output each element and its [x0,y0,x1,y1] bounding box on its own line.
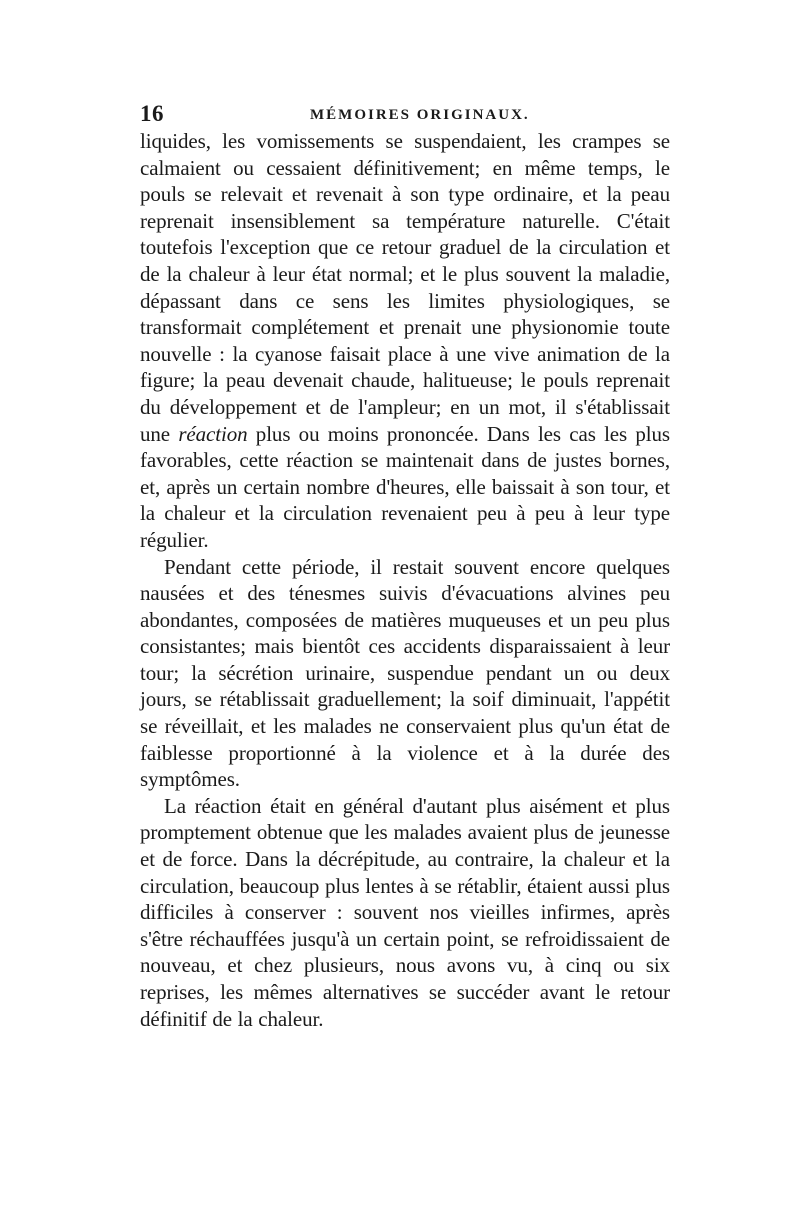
running-title: MÉMOIRES ORIGINAUX. [310,107,530,123]
page-number: 16 [140,101,164,126]
paragraph-convalescence: Pendant cette période, il restait souvent encore quelques nausées et des ténesmes suivis d'évacuations alvines peu abondantes, composées de matières muqueuses et un peu plus consistantes; mais bientôt ces accidents disparaissaient à leur tour; la sécrétion urinaire, suspendue pendant un ou deux jours, se rétablissait graduellement; la soif diminuait, l'appétit se réveillait, et les malades ne conservaient plus qu'un état de faiblesse proportionné à la violence et à la durée des symptômes. [140,554,670,792]
running-head [140,101,670,127]
emphasized-word: réaction [178,421,248,446]
paragraph-reaction [140,128,670,554]
paragraph-text: liquides, les vomissements se suspendaient, les crampes se calmaient ou cessaient définitivement; en même temps, le pouls se relevait et revenait à son type ordinaire, et la peau reprenait insensiblement sa température naturelle. C'était toutefois l'exception que ce retour graduel de la circulation et de la chaleur à leur état normal; et le plus souvent la maladie, dépassant dans ce sens les limites physiologiques, se transformait complétement et prenait une physionomie toute nouvelle : la cyanose faisait place à une vive animation de la figure; la peau devenait chaude, halitueuse; le pouls reprenait du développement et de l'ampleur; en un mot, il s'établissait une [140,129,670,446]
paragraph-age-factor: La réaction était en général d'autant plus aisément et plus promptement obtenue que les malades avaient plus de jeunesse et de force. Dans la décrépitude, au contraire, la chaleur et la circulation, beaucoup plus lentes à se rétablir, étaient aussi plus difficiles à conserver : souvent nos vieilles infirmes, après s'être réchauffées jusqu'à un certain point, se refroidissaient de nouveau, et chez plusieurs, nous avons vu, à cinq ou six reprises, les mêmes alternatives se succéder avant le retour définitif de la chaleur. [140,793,670,1031]
paragraph-text: plus ou moins prononcée. Dans les cas les plus favorables, cette réaction se maintenait dans de justes bornes, et, après un certain nombre d'heures, elle baissait à son tour, et la chaleur et la circulation revenaient peu à peu à leur type régulier. [140,421,670,552]
body-text [140,128,670,1032]
